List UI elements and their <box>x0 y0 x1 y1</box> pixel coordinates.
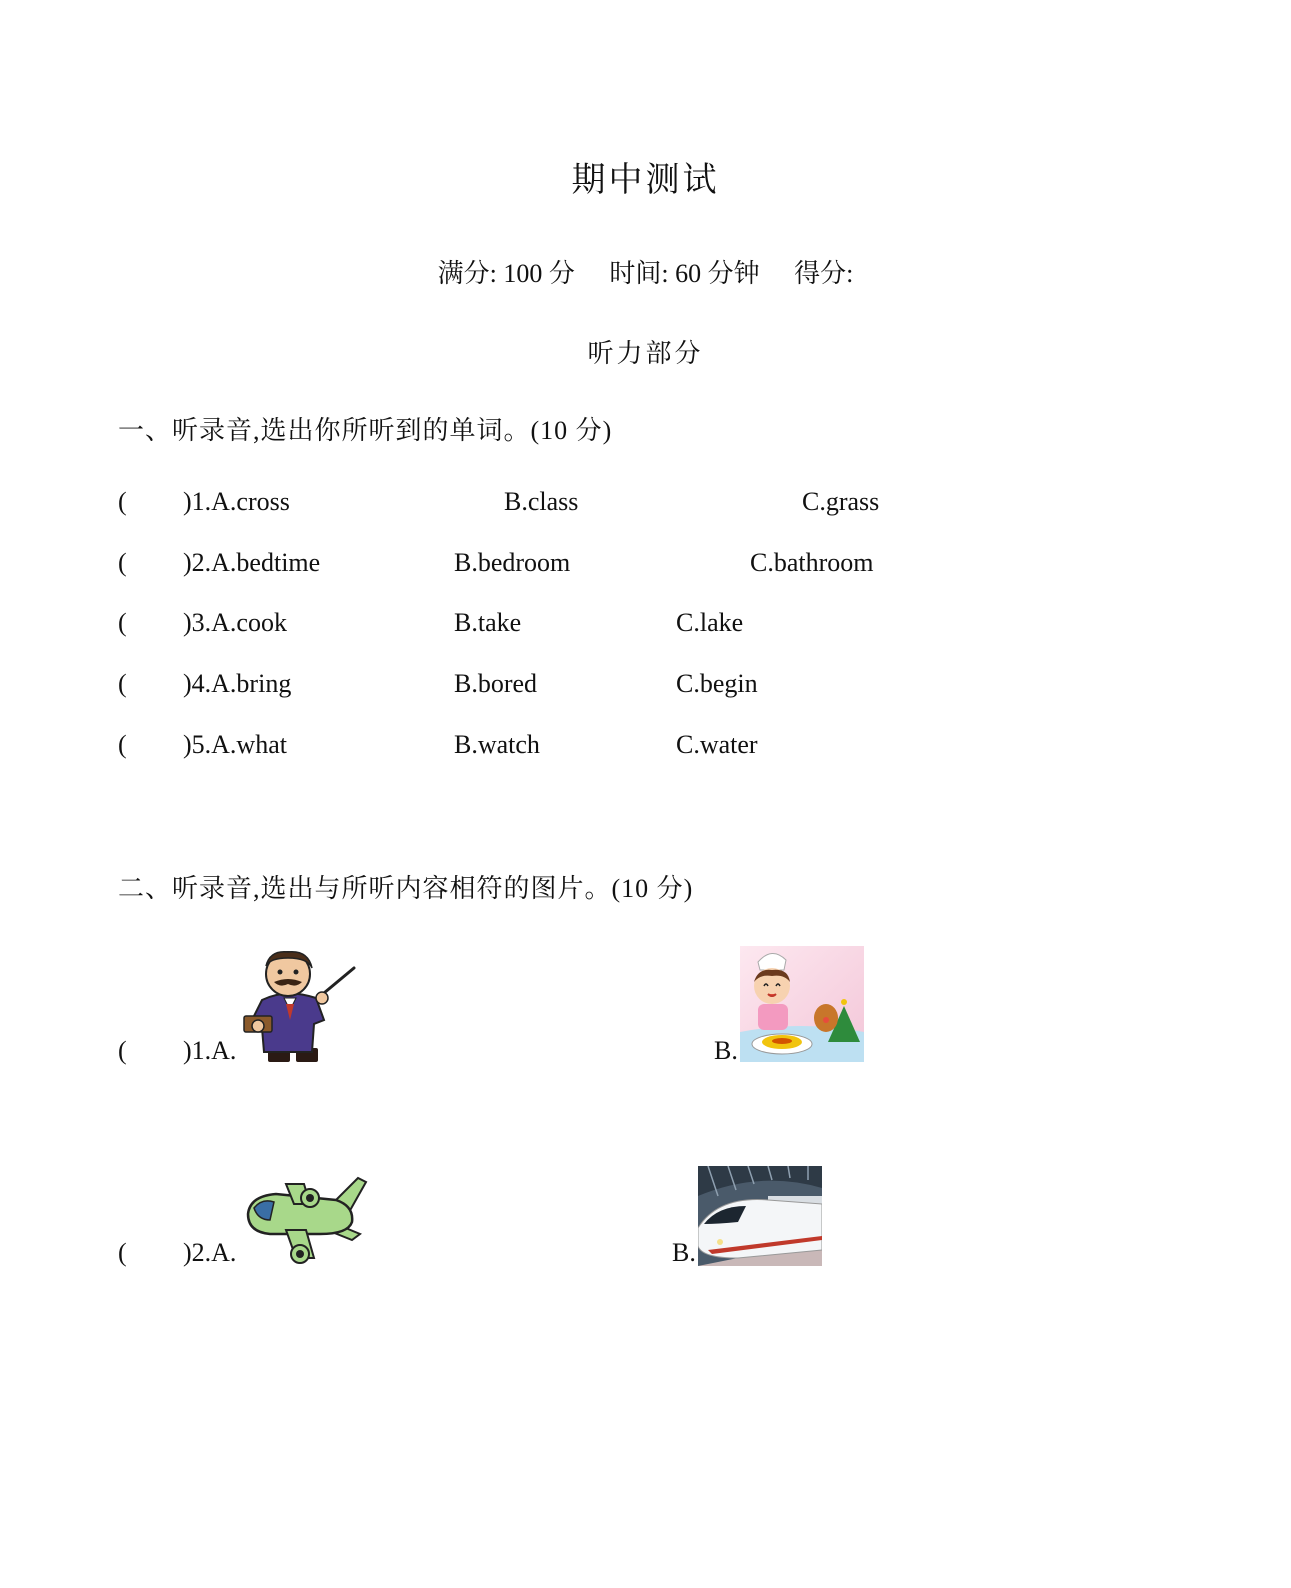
option-a: )3.A.cook <box>183 608 287 637</box>
option-b-label: B. <box>714 1036 738 1065</box>
girl-cooking-image <box>740 946 864 1062</box>
option-a: )1.A.cross <box>183 487 290 516</box>
full-score: 满分: 100 分 <box>437 259 575 288</box>
part2-heading: 二、听录音,选出与所听内容相符的图片。(10 分) <box>118 874 694 903</box>
option-a-label: )2.A. <box>183 1238 237 1267</box>
train-image <box>698 1166 822 1266</box>
option-b: B.take <box>454 608 522 637</box>
plane-image <box>240 1174 370 1266</box>
score-field: 得分: <box>794 259 854 288</box>
option-c: C.water <box>676 730 758 759</box>
time-limit: 时间: 60 分钟 <box>609 259 760 288</box>
option-b: B.bedroom <box>454 548 571 577</box>
section-label: 听力部分 <box>587 339 704 368</box>
answer-paren[interactable]: ( <box>118 669 127 698</box>
option-c: C.begin <box>676 669 758 698</box>
answer-paren[interactable]: ( <box>118 1036 127 1065</box>
part1-heading: 一、听录音,选出你所听到的单词。(10 分) <box>118 416 613 445</box>
answer-paren[interactable]: ( <box>118 608 127 637</box>
teacher-image <box>240 948 358 1064</box>
option-b: B.watch <box>454 730 540 759</box>
exam-meta <box>0 253 1291 290</box>
option-c: C.lake <box>676 608 744 637</box>
option-a: )2.A.bedtime <box>183 548 321 577</box>
option-a-label: )1.A. <box>183 1036 237 1065</box>
answer-paren[interactable]: ( <box>118 730 127 759</box>
option-c: C.bathroom <box>750 548 874 577</box>
answer-paren[interactable]: ( <box>118 1238 127 1267</box>
option-a: )5.A.what <box>183 730 287 759</box>
option-b: B.bored <box>454 669 538 698</box>
option-a: )4.A.bring <box>183 669 292 698</box>
option-b-label: B. <box>672 1238 696 1267</box>
answer-paren[interactable]: ( <box>118 487 127 516</box>
page-title: 期中测试 <box>571 162 720 199</box>
option-b: B.class <box>504 487 579 516</box>
answer-paren[interactable]: ( <box>118 548 127 577</box>
option-c: C.grass <box>802 487 880 516</box>
